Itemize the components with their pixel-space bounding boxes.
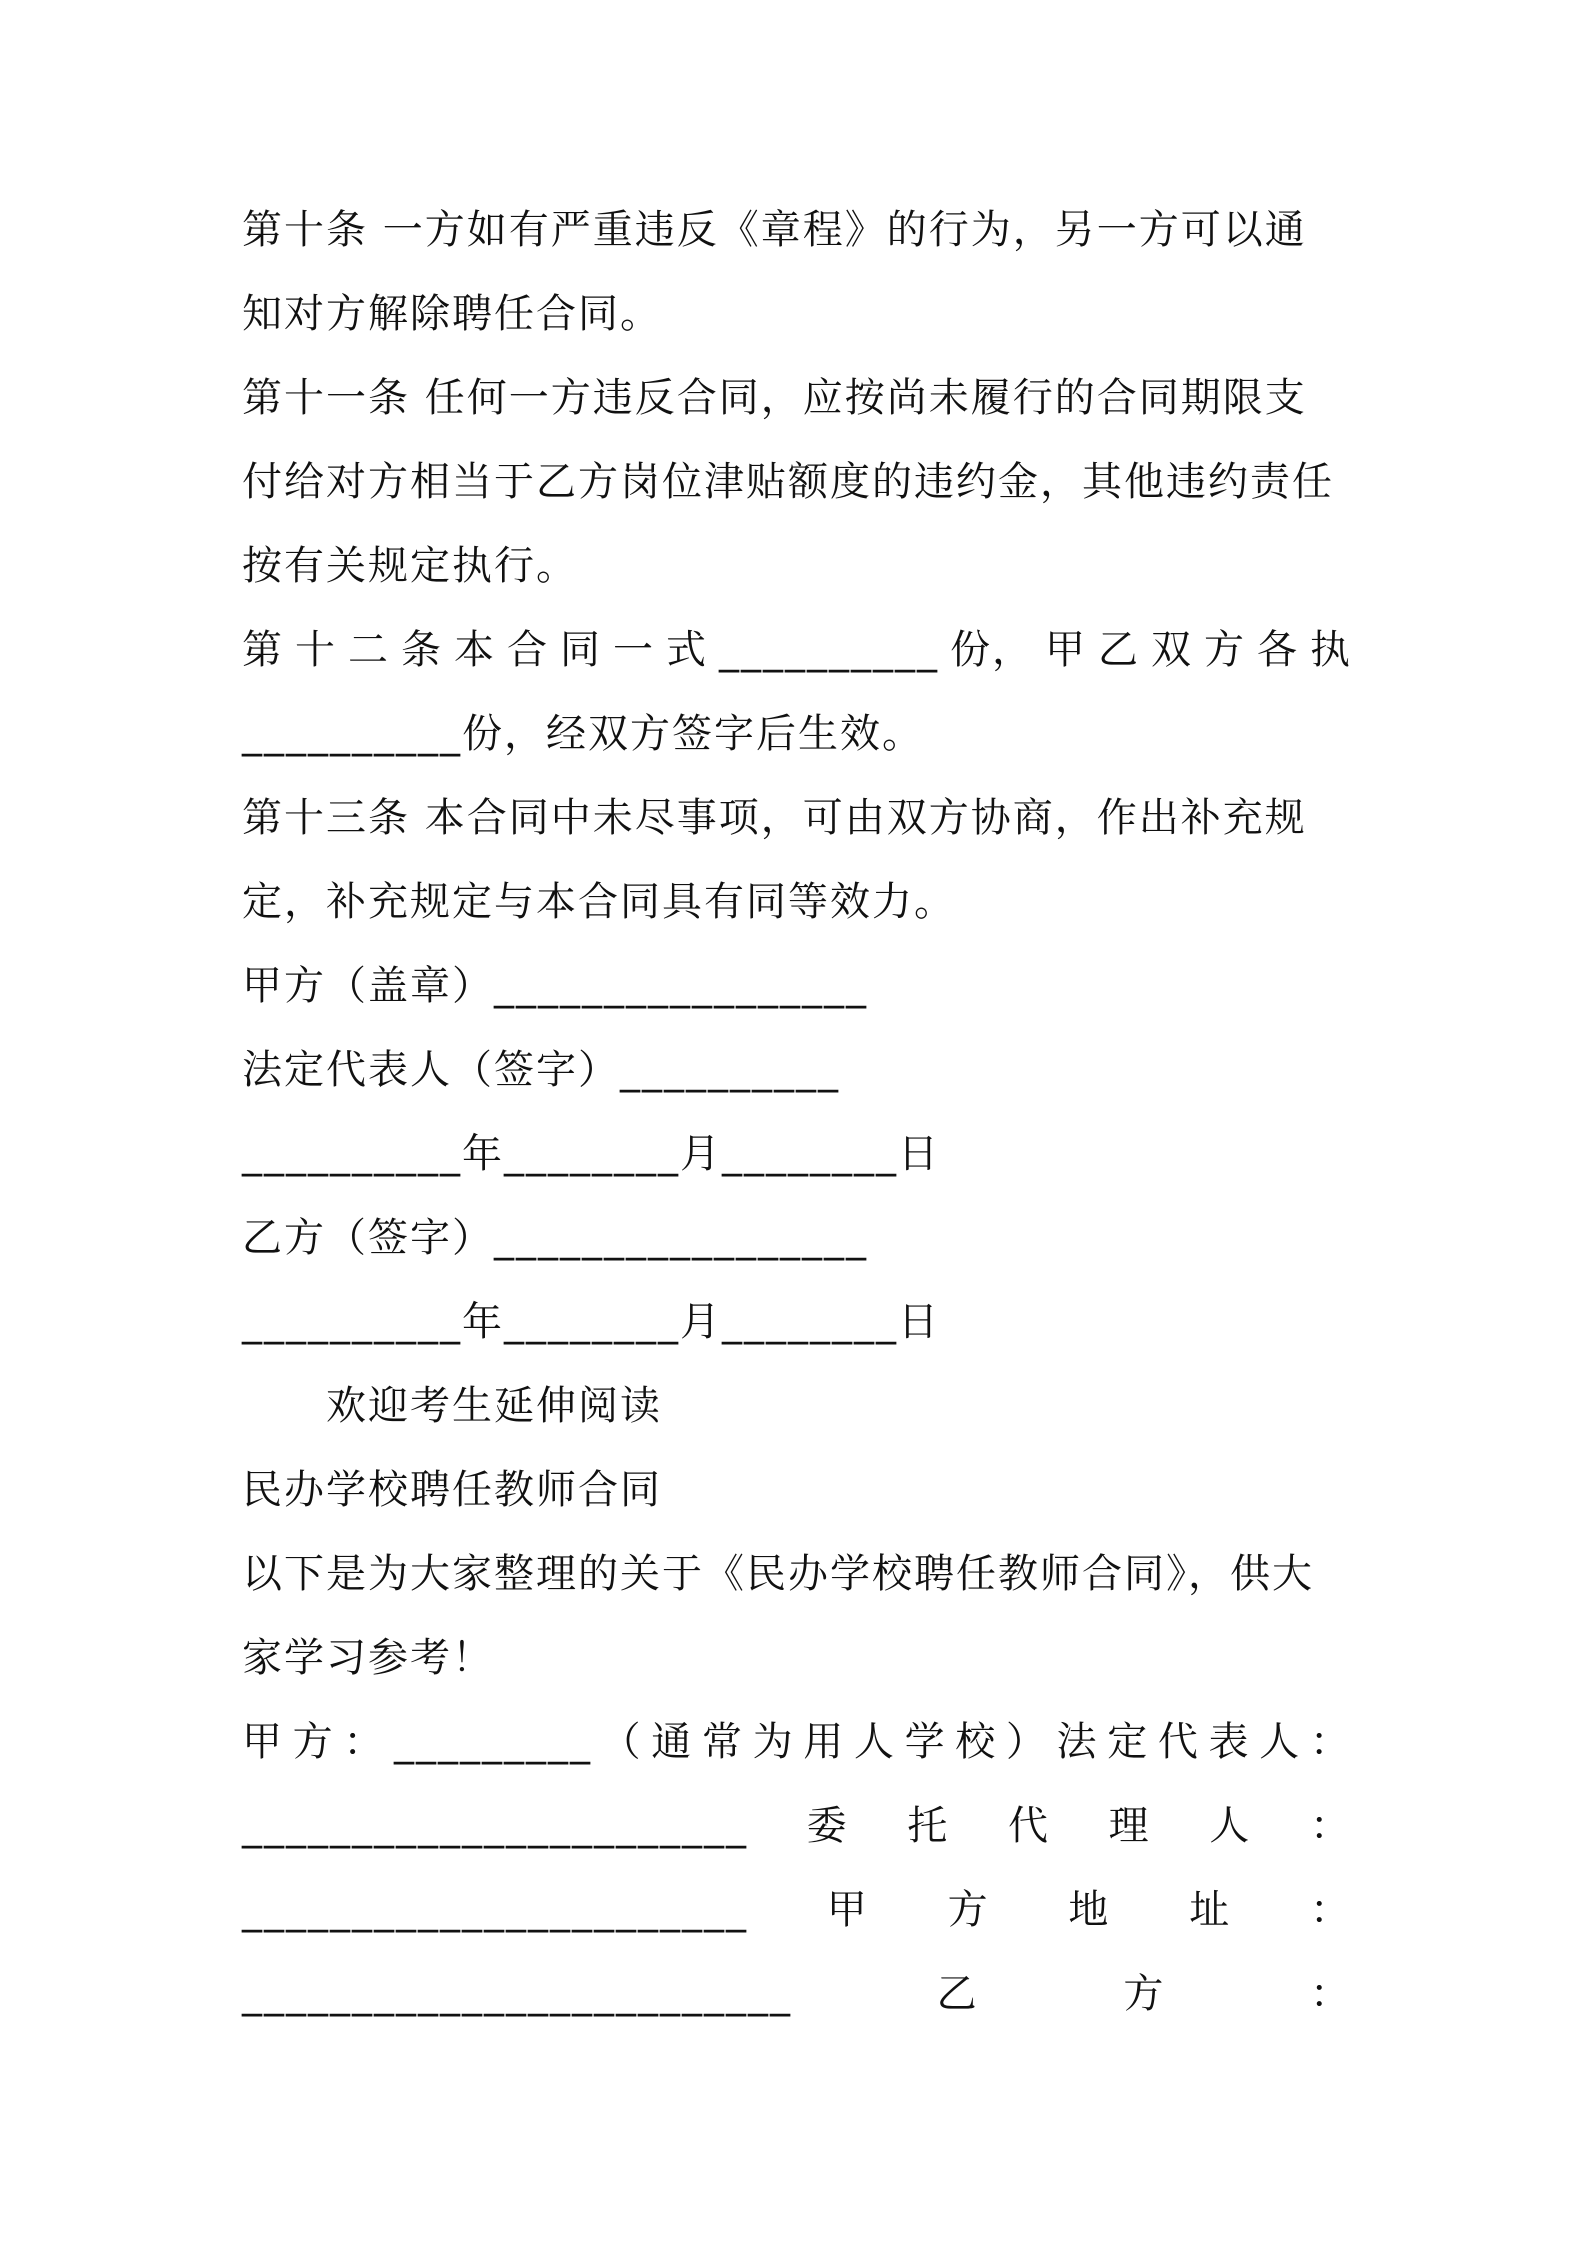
text-segment: 通 xyxy=(651,1719,694,1765)
text-segment: （ xyxy=(600,1719,643,1765)
article-11-line-1: 第十一条 任何一方违反合同，应按尚未履行的合同期限支 xyxy=(242,375,1307,421)
text-segment: 用 xyxy=(803,1719,846,1765)
text-segment: ： xyxy=(1309,1719,1352,1765)
text-segment: 份， xyxy=(950,627,1034,673)
blank-field: _______________________ xyxy=(242,1803,748,1849)
text-segment: 乙 xyxy=(936,1971,979,2017)
text-segment: 法 xyxy=(1056,1719,1099,1765)
text-segment: ： xyxy=(1309,1887,1352,1933)
text-segment: ： xyxy=(1309,1803,1352,1849)
text-segment: 定 xyxy=(1107,1719,1150,1765)
article-12-line-2: __________份，经双方签字后生效。 xyxy=(242,711,924,757)
party-b-signature-line: 乙方（签字）_________________ xyxy=(242,1215,868,1261)
text-segment: 方 xyxy=(947,1887,990,1933)
party-b-line xyxy=(242,1952,1352,2036)
text-segment: 学 xyxy=(904,1719,947,1765)
legal-rep-signature-line: 法定代表人（签字）__________ xyxy=(242,1047,840,1093)
text-segment: 表 xyxy=(1208,1719,1251,1765)
text-segment: 第 xyxy=(242,627,284,673)
text-segment: 二 xyxy=(348,627,390,673)
text-segment: 校 xyxy=(955,1719,998,1765)
text-segment: 合 xyxy=(507,627,549,673)
text-segment: 甲 xyxy=(826,1887,869,1933)
text-segment: 甲 xyxy=(1045,627,1087,673)
text-segment: 双 xyxy=(1151,627,1193,673)
article-10-line-1: 第十条 一方如有严重违反《章程》的行为，另一方可以通 xyxy=(242,207,1307,253)
party-a-header-line xyxy=(242,1700,1352,1784)
text-segment: 方 xyxy=(1204,627,1246,673)
blank-field: __________ xyxy=(719,627,939,673)
article-13-line-1: 第十三条 本合同中未尽事项，可由双方协商，作出补充规 xyxy=(242,795,1307,841)
article-11-line-3: 按有关规定执行。 xyxy=(242,543,578,589)
text-segment: ： xyxy=(343,1719,386,1765)
text-segment: 代 xyxy=(1157,1719,1200,1765)
intro-line-1: 以下是为大家整理的关于《民办学校聘任教师合同》，供大 xyxy=(242,1551,1314,1597)
text-segment: 条 xyxy=(401,627,443,673)
article-13-line-2: 定，补充规定与本合同具有同等效力。 xyxy=(242,879,956,925)
text-segment: 常 xyxy=(701,1719,744,1765)
article-12-line-1 xyxy=(242,608,1352,692)
text-segment: 地 xyxy=(1068,1887,1111,1933)
text-segment: 一 xyxy=(613,627,655,673)
party-a-date-line: __________年________月________日 xyxy=(242,1131,940,1177)
text-segment: 式 xyxy=(666,627,708,673)
party-b-date-line: __________年________月________日 xyxy=(242,1299,940,1345)
text-segment: 委 xyxy=(806,1803,849,1849)
article-11-line-2: 付给对方相当于乙方岗位津贴额度的违约金，其他违约责任 xyxy=(242,459,1334,505)
text-segment: 托 xyxy=(907,1803,950,1849)
article-10-line-2: 知对方解除聘任合同。 xyxy=(242,291,662,337)
extended-reading-note: 欢迎考生延伸阅读 xyxy=(326,1383,662,1429)
text-segment: 执 xyxy=(1310,627,1352,673)
text-segment: 乙 xyxy=(1098,627,1140,673)
text-segment: 十 xyxy=(295,627,337,673)
section-title: 民办学校聘任教师合同 xyxy=(242,1467,662,1513)
text-segment: 理 xyxy=(1108,1803,1151,1849)
text-segment: 方 xyxy=(1123,1971,1166,2017)
text-segment: 代 xyxy=(1007,1803,1050,1849)
text-segment: 人 xyxy=(1259,1719,1302,1765)
text-segment: 人 xyxy=(1209,1803,1252,1849)
party-a-address-line xyxy=(242,1868,1352,1952)
party-a-seal-line: 甲方（盖章）_________________ xyxy=(242,963,868,1009)
text-segment: 同 xyxy=(560,627,602,673)
agent-line xyxy=(242,1784,1352,1868)
text-segment: ： xyxy=(1309,1971,1352,2017)
text-segment: 甲 xyxy=(242,1719,284,1765)
intro-line-2: 家学习参考！ xyxy=(242,1635,494,1681)
text-segment: 本 xyxy=(454,627,496,673)
text-segment: 为 xyxy=(752,1719,795,1765)
text-segment: 人 xyxy=(853,1719,896,1765)
blank-field: _______________________ xyxy=(242,1887,748,1933)
text-segment: 方 xyxy=(292,1719,335,1765)
blank-field: _________ xyxy=(393,1719,592,1765)
text-segment: 各 xyxy=(1257,627,1299,673)
blank-field: _________________________ xyxy=(242,1971,792,2017)
text-segment: 址 xyxy=(1189,1887,1232,1933)
text-segment: ） xyxy=(1005,1719,1048,1765)
